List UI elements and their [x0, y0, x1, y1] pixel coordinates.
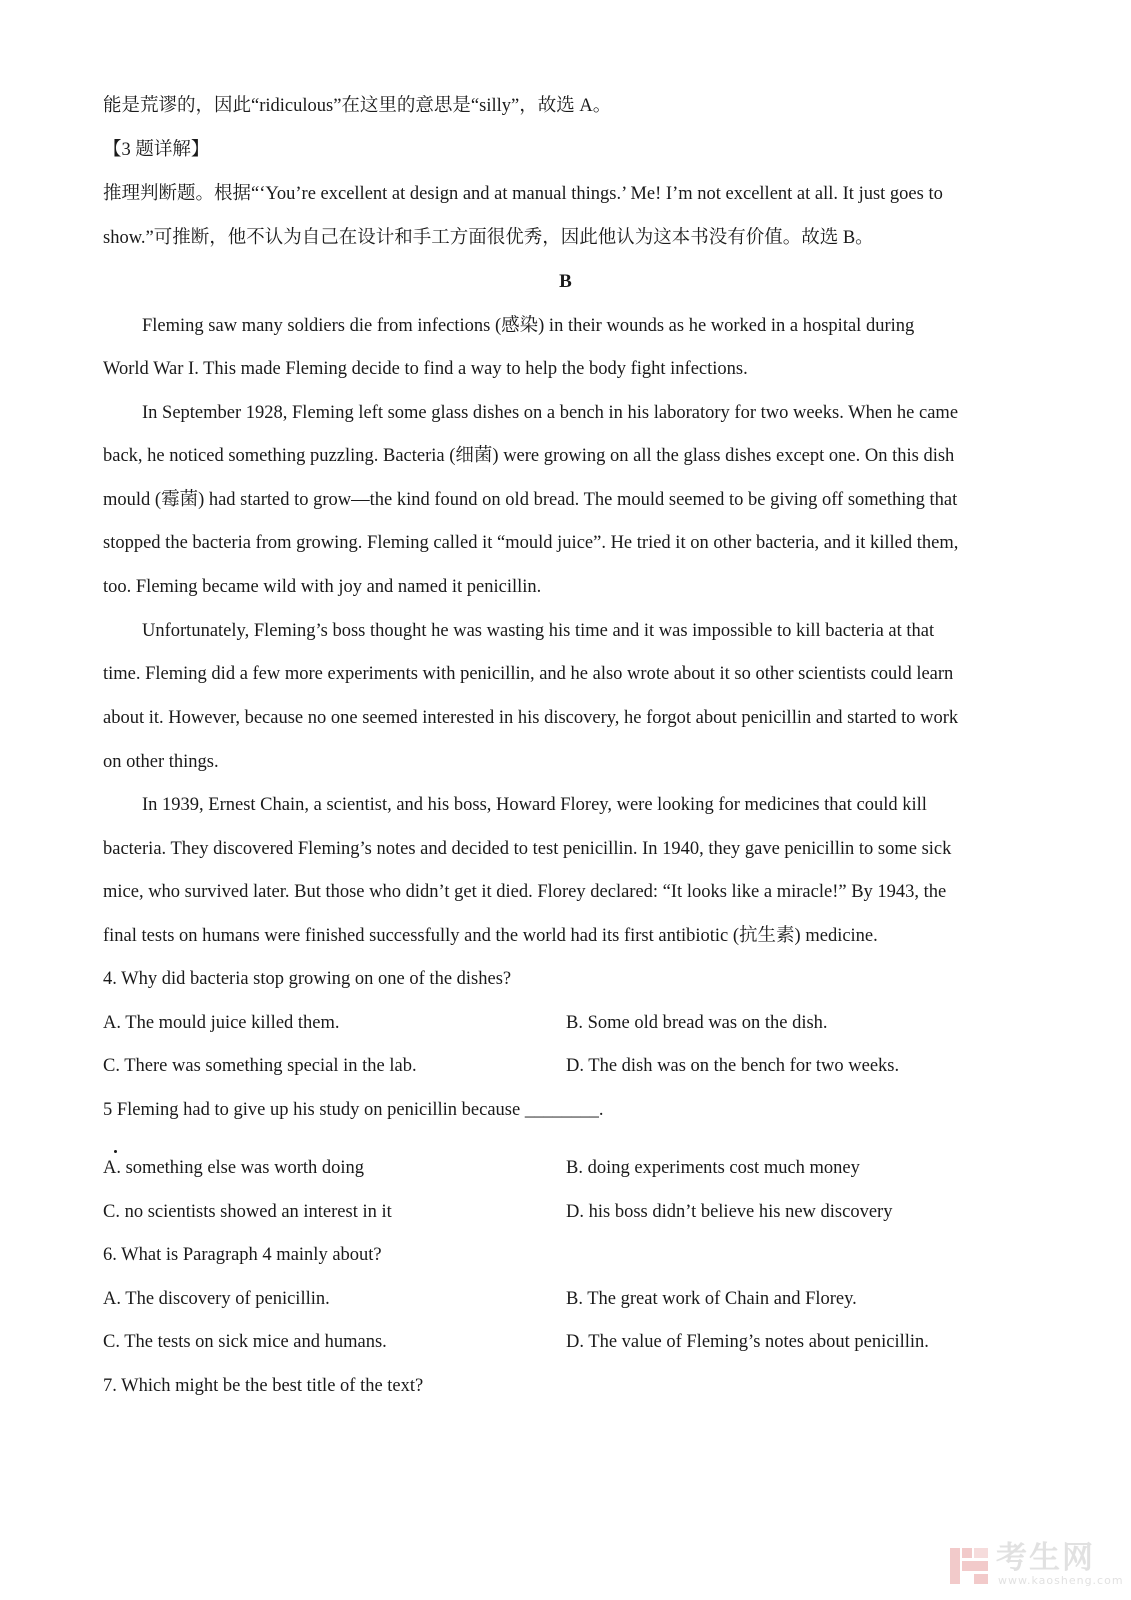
option-b: B. Some old bread was on the dish.: [566, 1013, 828, 1033]
q3-explanation-line: show.”可推断，他不认为自己在设计和手工方面很优秀，因此他认为这本书没有价值。故选 B。: [103, 228, 874, 248]
watermark-logo-icon: [948, 1544, 992, 1588]
answer-line: 能是荒谬的，因此“ridiculous”在这里的意思是“silly”，故选 A。: [103, 96, 612, 116]
option-c: C. There was something special in the lab.: [103, 1056, 417, 1076]
watermark-url: www.kaosheng.com: [998, 1574, 1124, 1587]
passage-line: back, he noticed something puzzling. Bacteria (细菌) were growing on all the glass dishes except one. On this dish: [103, 446, 955, 466]
passage-line: time. Fleming did a few more experiments with penicillin, and he also wrote about it so other scientists could learn: [103, 664, 954, 684]
option-b: B. The great work of Chain and Florey.: [566, 1289, 857, 1309]
passage-line: stopped the bacteria from growing. Fleming called it “mould juice”. He tried it on other bacteria, and it killed them,: [103, 533, 959, 553]
option-a: A. something else was worth doing: [103, 1158, 365, 1178]
section-label: B: [559, 271, 572, 292]
question-stem: 6. What is Paragraph 4 mainly about?: [103, 1245, 382, 1265]
stray-dot: [114, 1150, 117, 1153]
passage-line: In 1939, Ernest Chain, a scientist, and his boss, Howard Florey, were looking for medicines that could kill: [142, 795, 927, 815]
passage-line: mice, who survived later. But those who didn’t get it died. Florey declared: “It looks like a miracle!” By 1943, the: [103, 882, 947, 902]
passage-line: mould (霉菌) had started to grow—the kind found on old bread. The mould seemed to be giving off something that: [103, 490, 958, 510]
question-stem: 7. Which might be the best title of the text?: [103, 1376, 424, 1396]
q3-explanation-line: 推理判断题。根据“‘You’re excellent at design and at manual things.’ Me! I’m not excellent at all. It just goes to: [103, 184, 943, 204]
passage-line: Unfortunately, Fleming’s boss thought he was wasting his time and it was impossible to kill bacteria at that: [142, 621, 935, 641]
passage-line: bacteria. They discovered Fleming’s notes and decided to test penicillin. In 1940, they gave penicillin to some sick: [103, 839, 952, 859]
option-a: A. The mould juice killed them.: [103, 1013, 340, 1033]
option-a: A. The discovery of penicillin.: [103, 1289, 330, 1309]
passage-line: final tests on humans were finished successfully and the world had its first antibiotic (抗生素) medicine.: [103, 926, 878, 946]
passage-line: too. Fleming became wild with joy and named it penicillin.: [103, 577, 542, 597]
watermark-name: 考生网: [996, 1540, 1095, 1576]
option-d: D. The value of Fleming’s notes about penicillin.: [566, 1332, 929, 1352]
question-stem: 4. Why did bacteria stop growing on one of the dishes?: [103, 969, 512, 989]
option-c: C. The tests on sick mice and humans.: [103, 1332, 387, 1352]
passage-line: about it. However, because no one seemed interested in his discovery, he forgot about penicillin and started to work: [103, 708, 959, 728]
passage-line: Fleming saw many soldiers die from infections (感染) in their wounds as he worked in a hospital during: [142, 316, 915, 336]
question-stem: 5 Fleming had to give up his study on penicillin because ________.: [103, 1100, 604, 1120]
passage-line: on other things.: [103, 752, 219, 772]
watermark: [948, 1540, 1124, 1590]
option-c: C. no scientists showed an interest in it: [103, 1202, 392, 1222]
option-b: B. doing experiments cost much money: [566, 1158, 860, 1178]
passage-line: In September 1928, Fleming left some glass dishes on a bench in his laboratory for two weeks. When he came: [142, 403, 959, 423]
q3-heading: 【3 题详解】: [103, 140, 210, 160]
option-d: D. The dish was on the bench for two weeks.: [566, 1056, 900, 1076]
passage-line: World War I. This made Fleming decide to find a way to help the body fight infections.: [103, 359, 748, 379]
option-d: D. his boss didn’t believe his new discovery: [566, 1202, 893, 1222]
